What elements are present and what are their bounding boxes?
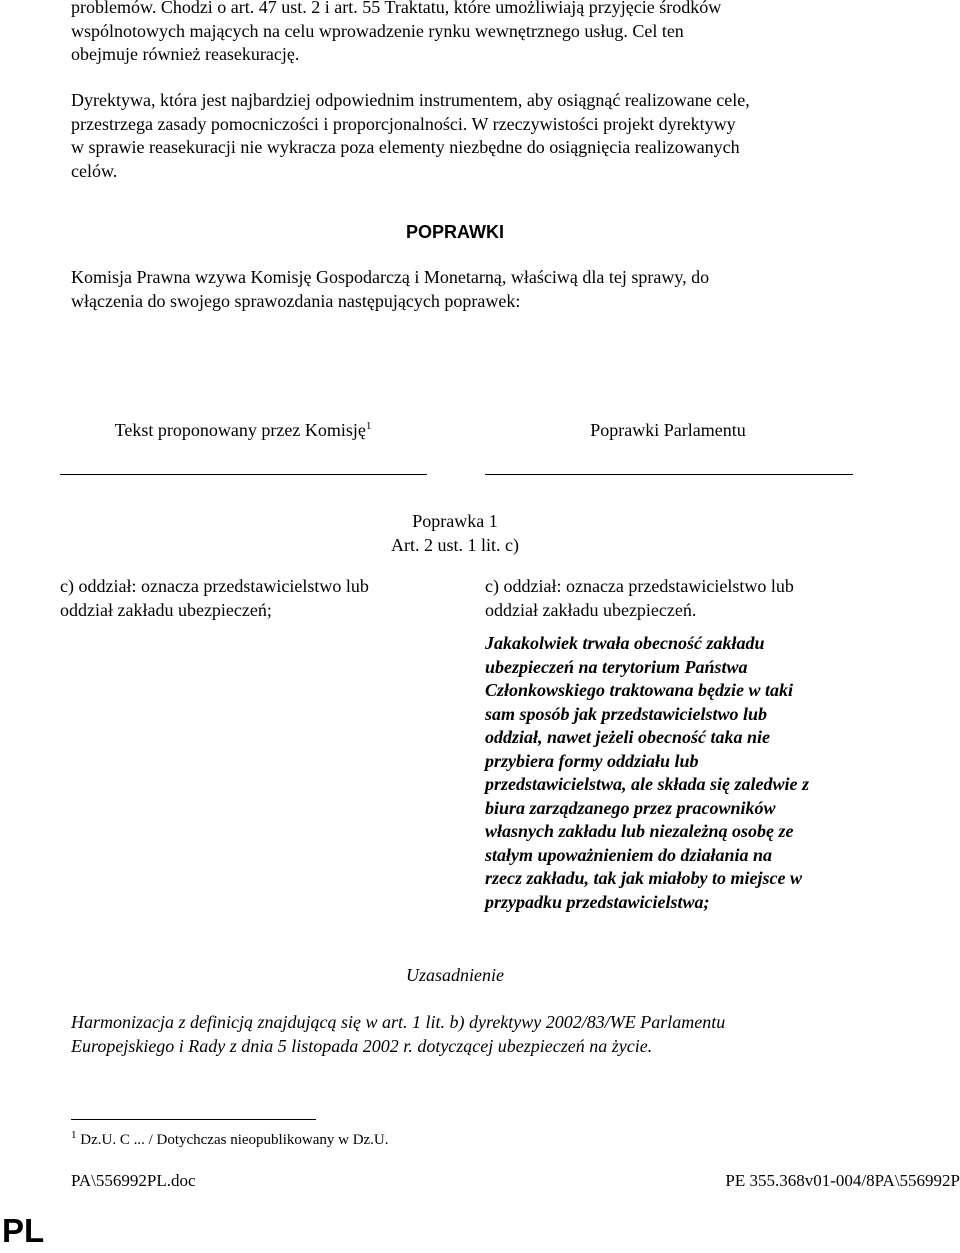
text-line: rzecz zakładu, tak jak miałoby to miejsce w <box>485 868 802 888</box>
text-line: c) oddział: oznacza przedstawicielstwo lub <box>60 576 369 596</box>
text-line: biura zarządzanego przez pracowników <box>485 797 776 818</box>
amendment-reference: Art. 2 ust. 1 lit. c) <box>391 534 519 555</box>
text-line: oddział zakładu ubezpieczeń; <box>60 599 272 620</box>
text-line: oddział zakładu ubezpieczeń. <box>485 599 697 620</box>
text-line: własnych zakładu lub niezależną osobę ze <box>485 821 794 841</box>
intro-paragraph-1 <box>71 0 721 67</box>
footnote <box>71 1129 389 1149</box>
text-line: Harmonizacja z definicją znajdującą się w art. 1 lit. b) dyrektywy 2002/83/WE Parlamentu <box>71 1012 726 1032</box>
language-code: PL <box>2 1212 45 1249</box>
text-line: Europejskiego i Rady z dnia 5 listopada 2002 r. dotyczącej ubezpieczeń na życie. <box>71 1036 653 1056</box>
justification-text <box>71 1010 725 1058</box>
text-line: obejmuje również reasekurację. <box>71 44 300 64</box>
text-line: stałym upoważnieniem do działania na <box>485 844 773 865</box>
right-column-header: Poprawki Parlamentu <box>590 420 746 440</box>
text-line: c) oddział: oznacza przedstawicielstwo lub <box>485 576 794 596</box>
text-line: Komisja Prawna wzywa Komisję Gospodarczą i Monetarną, właściwą dla tej sprawy, do <box>71 267 710 287</box>
text-line: przedstawicielstwa, ale składa się zaledwie z <box>485 774 809 794</box>
left-column-header <box>60 420 426 441</box>
text-line: przybiera formy oddziału lub <box>485 750 699 771</box>
justification-title: Uzasadnienie <box>406 965 504 985</box>
text-line: w sprawie reasekuracji nie wykracza poza elementy niezbędne do osiągnięcia realizowanych <box>71 137 740 157</box>
text-line: wspólnotowych mających na celu wprowadzenie rynku wewnętrznego usług. Cel ten <box>71 20 684 41</box>
footer-doc-ref: PA\556992PL.doc <box>71 1171 196 1190</box>
parliament-added-text <box>485 632 809 914</box>
text-line: przestrzega zasady pomocniczości i proporcjonalności. W rzeczywistości projekt dyrektywy <box>71 113 736 134</box>
text-line: włączenia do swojego sprawozdania następujących poprawek: <box>71 290 521 311</box>
right-column-rule <box>485 474 853 475</box>
text-line: oddział, nawet jeżeli obecność taka nie <box>485 727 770 747</box>
parliament-text <box>485 575 794 622</box>
section-heading: POPRAWKI <box>405 222 504 242</box>
text-line: sam sposób jak przedstawicielstwo lub <box>485 703 768 724</box>
left-column-header-label: Tekst proponowany przez Komisję <box>114 420 366 440</box>
committee-paragraph <box>71 266 709 313</box>
amendment-heading <box>0 510 910 557</box>
footer-pe-ref: PE 355.368v01-004/8PA\556992P <box>725 1171 960 1190</box>
intro-paragraph-2 <box>71 89 750 183</box>
text-line: ubezpieczeń na terytorium Państwa <box>485 656 748 677</box>
footnote-text: Dz.U. C ... / Dotychczas nieopublikowany w Dz.U. <box>80 1132 389 1148</box>
text-line: Członkowskiego traktowana będzie w taki <box>485 680 794 700</box>
text-line: przypadku przedstawicielstwa; <box>485 891 710 912</box>
commission-text <box>60 575 369 622</box>
text-line: problemów. Chodzi o art. 47 ust. 2 i art. 55 Traktatu, które umożliwiają przyjęcie środków <box>71 0 722 17</box>
footnote-separator <box>71 1119 316 1120</box>
footnote-ref: 1 <box>365 420 372 432</box>
left-column-rule <box>60 474 427 475</box>
amendment-number: Poprawka 1 <box>412 511 498 531</box>
text-line: celów. <box>71 160 118 181</box>
footnote-number: 1 <box>71 1129 77 1141</box>
text-line: Jakakolwiek trwała obecność zakładu <box>485 633 765 653</box>
text-line: Dyrektywa, która jest najbardziej odpowiednim instrumentem, aby osiągnąć realizowane cele, <box>71 90 750 110</box>
